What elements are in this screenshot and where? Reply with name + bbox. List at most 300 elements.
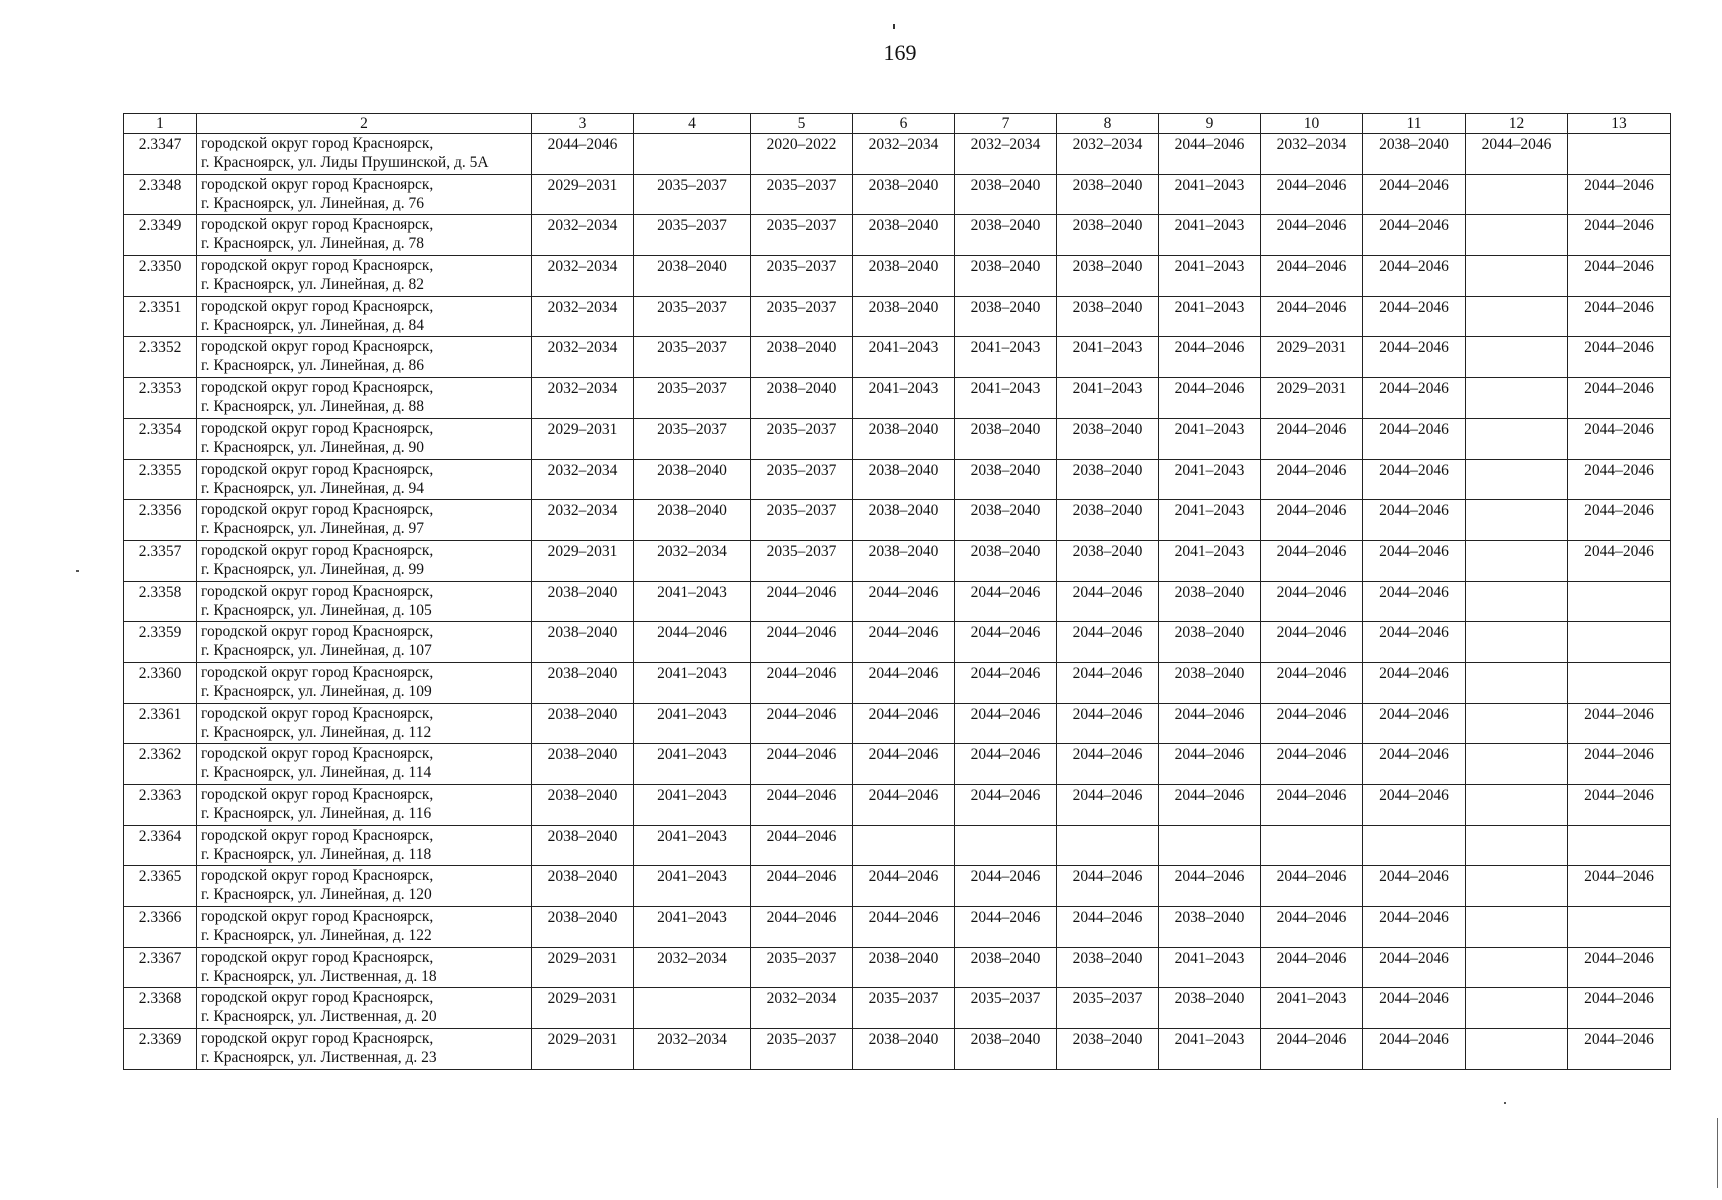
table-row xyxy=(124,540,1671,581)
row-number: 2.3364 xyxy=(124,825,197,866)
period-cell: 2044–2046 xyxy=(1363,296,1466,337)
period-cell: 2035–2037 xyxy=(1057,988,1159,1029)
period-cell: 2035–2037 xyxy=(751,174,853,215)
table-row xyxy=(124,785,1671,826)
period-cell: 2038–2040 xyxy=(955,418,1057,459)
period-cell: 2041–2043 xyxy=(853,337,955,378)
period-cell xyxy=(1568,662,1671,703)
period-cell: 2038–2040 xyxy=(955,500,1057,541)
period-cell: 2041–2043 xyxy=(1159,947,1261,988)
period-cell: 2038–2040 xyxy=(853,1029,955,1070)
address-street: г. Красноярск, ул. Линейная, д. 114 xyxy=(201,764,432,782)
period-cell: 2029–2031 xyxy=(1261,337,1363,378)
address-street: г. Красноярск, ул. Лиственная, д. 18 xyxy=(201,967,437,985)
period-cell: 2044–2046 xyxy=(1159,378,1261,419)
row-number: 2.3366 xyxy=(124,907,197,948)
repair-schedule-table xyxy=(123,113,1671,1070)
period-cell: 2029–2031 xyxy=(532,174,634,215)
row-number: 2.3362 xyxy=(124,744,197,785)
table-row xyxy=(124,907,1671,948)
row-number: 2.3358 xyxy=(124,581,197,622)
address-municipality: городской округ город Красноярск, xyxy=(201,867,434,885)
period-cell: 2044–2046 xyxy=(1057,662,1159,703)
period-cell: 2044–2046 xyxy=(751,907,853,948)
address-cell xyxy=(197,907,532,948)
period-cell: 2038–2040 xyxy=(955,296,1057,337)
period-cell: 2044–2046 xyxy=(1568,418,1671,459)
address-municipality: городской округ город Красноярск, xyxy=(201,216,434,234)
period-cell: 2038–2040 xyxy=(1057,296,1159,337)
period-cell: 2032–2034 xyxy=(634,947,751,988)
period-cell xyxy=(634,988,751,1029)
period-cell: 2041–2043 xyxy=(634,907,751,948)
period-cell: 2044–2046 xyxy=(1261,703,1363,744)
period-cell: 2041–2043 xyxy=(634,785,751,826)
period-cell: 2044–2046 xyxy=(1261,1029,1363,1070)
period-cell xyxy=(1057,825,1159,866)
period-cell: 2041–2043 xyxy=(1159,418,1261,459)
table-row xyxy=(124,256,1671,297)
table-row xyxy=(124,988,1671,1029)
period-cell: 2038–2040 xyxy=(955,947,1057,988)
period-cell xyxy=(1466,622,1568,663)
period-cell: 2038–2040 xyxy=(634,459,751,500)
address-cell xyxy=(197,744,532,785)
address-municipality: городской округ город Красноярск, xyxy=(201,582,434,600)
row-number: 2.3351 xyxy=(124,296,197,337)
column-header: 6 xyxy=(853,114,955,134)
period-cell: 2041–2043 xyxy=(1159,256,1261,297)
period-cell: 2044–2046 xyxy=(1363,459,1466,500)
address-municipality: городской округ город Красноярск, xyxy=(201,948,434,966)
address-municipality: городской округ город Красноярск, xyxy=(201,135,434,152)
period-cell: 2044–2046 xyxy=(1057,866,1159,907)
period-cell: 2044–2046 xyxy=(853,662,955,703)
period-cell: 2020–2022 xyxy=(751,134,853,175)
period-cell xyxy=(1261,825,1363,866)
period-cell xyxy=(955,825,1057,866)
period-cell: 2041–2043 xyxy=(1159,174,1261,215)
period-cell: 2044–2046 xyxy=(1261,662,1363,703)
address-municipality: городской округ город Красноярск, xyxy=(201,786,434,803)
period-cell: 2032–2034 xyxy=(532,337,634,378)
period-cell: 2044–2046 xyxy=(1363,662,1466,703)
row-number: 2.3367 xyxy=(124,947,197,988)
period-cell: 2044–2046 xyxy=(634,622,751,663)
period-cell xyxy=(1466,785,1568,826)
period-cell xyxy=(1466,988,1568,1029)
address-municipality: городской округ город Красноярск, xyxy=(201,623,434,641)
period-cell: 2044–2046 xyxy=(1159,337,1261,378)
period-cell: 2044–2046 xyxy=(1057,581,1159,622)
period-cell: 2041–2043 xyxy=(634,703,751,744)
column-header: 13 xyxy=(1568,114,1671,134)
address-street: г. Красноярск, ул. Лиды Прушинской, д. 5А xyxy=(201,154,489,171)
period-cell: 2035–2037 xyxy=(751,418,853,459)
period-cell: 2038–2040 xyxy=(532,703,634,744)
period-cell: 2038–2040 xyxy=(532,662,634,703)
period-cell: 2038–2040 xyxy=(1057,215,1159,256)
period-cell: 2044–2046 xyxy=(1261,540,1363,581)
address-municipality: городской округ город Красноярск, xyxy=(201,460,434,478)
period-cell: 2032–2034 xyxy=(532,296,634,337)
period-cell xyxy=(1568,907,1671,948)
period-cell: 2044–2046 xyxy=(751,744,853,785)
period-cell: 2038–2040 xyxy=(1057,500,1159,541)
period-cell: 2044–2046 xyxy=(955,866,1057,907)
row-number: 2.3347 xyxy=(124,134,197,175)
table-row xyxy=(124,378,1671,419)
address-municipality: городской округ город Красноярск, xyxy=(201,175,434,193)
period-cell: 2038–2040 xyxy=(853,174,955,215)
table-row xyxy=(124,215,1671,256)
period-cell: 2044–2046 xyxy=(853,581,955,622)
column-header: 2 xyxy=(197,114,532,134)
period-cell: 2032–2034 xyxy=(634,540,751,581)
period-cell: 2041–2043 xyxy=(634,662,751,703)
row-number: 2.3359 xyxy=(124,622,197,663)
period-cell: 2035–2037 xyxy=(751,540,853,581)
period-cell: 2038–2040 xyxy=(1057,1029,1159,1070)
address-street: г. Красноярск, ул. Линейная, д. 86 xyxy=(201,357,425,375)
period-cell: 2044–2046 xyxy=(1568,459,1671,500)
column-header: 3 xyxy=(532,114,634,134)
table-row xyxy=(124,947,1671,988)
period-cell: 2044–2046 xyxy=(1057,744,1159,785)
period-cell: 2035–2037 xyxy=(634,296,751,337)
period-cell: 2044–2046 xyxy=(1159,703,1261,744)
period-cell: 2029–2031 xyxy=(532,1029,634,1070)
period-cell: 2041–2043 xyxy=(1159,215,1261,256)
period-cell: 2041–2043 xyxy=(1159,500,1261,541)
period-cell: 2044–2046 xyxy=(1568,1029,1671,1070)
period-cell: 2038–2040 xyxy=(1159,662,1261,703)
period-cell: 2044–2046 xyxy=(1568,215,1671,256)
address-cell xyxy=(197,134,532,175)
period-cell: 2038–2040 xyxy=(853,540,955,581)
period-cell: 2038–2040 xyxy=(853,256,955,297)
period-cell: 2044–2046 xyxy=(1363,500,1466,541)
period-cell: 2044–2046 xyxy=(1568,866,1671,907)
period-cell: 2041–2043 xyxy=(1057,337,1159,378)
period-cell: 2044–2046 xyxy=(1261,459,1363,500)
period-cell: 2038–2040 xyxy=(532,622,634,663)
period-cell xyxy=(1466,418,1568,459)
period-cell xyxy=(1466,174,1568,215)
address-street: г. Красноярск, ул. Линейная, д. 90 xyxy=(201,438,425,456)
period-cell: 2032–2034 xyxy=(532,256,634,297)
address-cell xyxy=(197,785,532,826)
period-cell xyxy=(1466,215,1568,256)
period-cell: 2035–2037 xyxy=(634,418,751,459)
period-cell: 2044–2046 xyxy=(1466,134,1568,175)
period-cell: 2044–2046 xyxy=(1363,256,1466,297)
period-cell: 2044–2046 xyxy=(1261,866,1363,907)
period-cell: 2044–2046 xyxy=(1363,785,1466,826)
address-cell xyxy=(197,337,532,378)
period-cell xyxy=(1159,825,1261,866)
period-cell xyxy=(1466,378,1568,419)
row-number: 2.3349 xyxy=(124,215,197,256)
address-municipality: городской округ город Красноярск, xyxy=(201,989,434,1007)
row-number: 2.3348 xyxy=(124,174,197,215)
table-row xyxy=(124,662,1671,703)
column-header: 8 xyxy=(1057,114,1159,134)
period-cell: 2044–2046 xyxy=(1363,215,1466,256)
period-cell xyxy=(1568,622,1671,663)
period-cell: 2044–2046 xyxy=(853,703,955,744)
row-number: 2.3363 xyxy=(124,785,197,826)
period-cell xyxy=(853,825,955,866)
period-cell: 2038–2040 xyxy=(751,378,853,419)
period-cell: 2032–2034 xyxy=(532,500,634,541)
period-cell xyxy=(1466,1029,1568,1070)
address-street: г. Красноярск, ул. Линейная, д. 76 xyxy=(201,194,425,212)
period-cell: 2044–2046 xyxy=(1159,744,1261,785)
address-municipality: городской округ город Красноярск, xyxy=(201,663,434,681)
address-cell xyxy=(197,215,532,256)
address-street: г. Красноярск, ул. Линейная, д. 78 xyxy=(201,235,425,253)
period-cell: 2032–2034 xyxy=(1261,134,1363,175)
row-number: 2.3356 xyxy=(124,500,197,541)
period-cell: 2038–2040 xyxy=(955,174,1057,215)
period-cell: 2044–2046 xyxy=(955,785,1057,826)
address-street: г. Красноярск, ул. Линейная, д. 109 xyxy=(201,682,432,700)
period-cell: 2041–2043 xyxy=(1057,378,1159,419)
period-cell: 2044–2046 xyxy=(1057,622,1159,663)
period-cell: 2044–2046 xyxy=(1261,418,1363,459)
period-cell: 2035–2037 xyxy=(751,215,853,256)
period-cell: 2044–2046 xyxy=(1159,134,1261,175)
period-cell: 2038–2040 xyxy=(532,907,634,948)
period-cell xyxy=(1466,947,1568,988)
address-municipality: городской округ город Красноярск, xyxy=(201,745,434,763)
table-row xyxy=(124,500,1671,541)
address-cell xyxy=(197,825,532,866)
period-cell: 2041–2043 xyxy=(1159,540,1261,581)
period-cell xyxy=(1466,744,1568,785)
address-municipality: городской округ город Красноярск, xyxy=(201,379,434,397)
period-cell: 2038–2040 xyxy=(1159,622,1261,663)
column-header: 10 xyxy=(1261,114,1363,134)
address-street: г. Красноярск, ул. Линейная, д. 82 xyxy=(201,276,425,294)
period-cell: 2035–2037 xyxy=(751,459,853,500)
period-cell: 2032–2034 xyxy=(751,988,853,1029)
period-cell: 2038–2040 xyxy=(853,296,955,337)
address-municipality: городской округ город Красноярск, xyxy=(201,704,434,722)
period-cell: 2044–2046 xyxy=(1568,703,1671,744)
table-row xyxy=(124,459,1671,500)
address-cell xyxy=(197,662,532,703)
period-cell: 2044–2046 xyxy=(1363,988,1466,1029)
period-cell: 2041–2043 xyxy=(1159,459,1261,500)
period-cell: 2044–2046 xyxy=(1363,1029,1466,1070)
period-cell: 2038–2040 xyxy=(955,215,1057,256)
address-street: г. Красноярск, ул. Линейная, д. 120 xyxy=(201,886,432,904)
period-cell: 2044–2046 xyxy=(1568,500,1671,541)
address-cell xyxy=(197,581,532,622)
period-cell: 2044–2046 xyxy=(751,866,853,907)
period-cell: 2044–2046 xyxy=(1159,785,1261,826)
period-cell: 2038–2040 xyxy=(532,825,634,866)
column-header: 7 xyxy=(955,114,1057,134)
period-cell: 2041–2043 xyxy=(634,744,751,785)
period-cell: 2041–2043 xyxy=(634,866,751,907)
address-street: г. Красноярск, ул. Линейная, д. 88 xyxy=(201,398,425,416)
table-row xyxy=(124,703,1671,744)
period-cell: 2038–2040 xyxy=(1159,907,1261,948)
period-cell: 2038–2040 xyxy=(1057,256,1159,297)
address-cell xyxy=(197,459,532,500)
period-cell: 2035–2037 xyxy=(955,988,1057,1029)
period-cell: 2038–2040 xyxy=(955,256,1057,297)
address-municipality: городской округ город Красноярск, xyxy=(201,826,434,844)
address-cell xyxy=(197,418,532,459)
period-cell xyxy=(1466,540,1568,581)
column-header: 9 xyxy=(1159,114,1261,134)
table-row xyxy=(124,1029,1671,1070)
period-cell: 2044–2046 xyxy=(1568,256,1671,297)
column-header: 5 xyxy=(751,114,853,134)
table-row xyxy=(124,418,1671,459)
address-cell xyxy=(197,540,532,581)
period-cell: 2044–2046 xyxy=(853,785,955,826)
period-cell: 2038–2040 xyxy=(532,866,634,907)
row-number: 2.3365 xyxy=(124,866,197,907)
period-cell: 2038–2040 xyxy=(532,581,634,622)
period-cell xyxy=(1466,907,1568,948)
period-cell: 2044–2046 xyxy=(751,785,853,826)
row-number: 2.3369 xyxy=(124,1029,197,1070)
period-cell: 2038–2040 xyxy=(853,947,955,988)
address-municipality: городской округ город Красноярск, xyxy=(201,501,434,519)
table-row xyxy=(124,622,1671,663)
period-cell: 2029–2031 xyxy=(1261,378,1363,419)
period-cell: 2038–2040 xyxy=(532,785,634,826)
table-row xyxy=(124,296,1671,337)
period-cell: 2044–2046 xyxy=(1363,866,1466,907)
period-cell: 2038–2040 xyxy=(751,337,853,378)
period-cell: 2038–2040 xyxy=(1159,988,1261,1029)
address-street: г. Красноярск, ул. Линейная, д. 112 xyxy=(201,723,432,741)
period-cell: 2044–2046 xyxy=(1363,418,1466,459)
period-cell xyxy=(1466,500,1568,541)
period-cell: 2044–2046 xyxy=(1363,337,1466,378)
period-cell: 2044–2046 xyxy=(1363,744,1466,785)
table-row xyxy=(124,337,1671,378)
period-cell: 2035–2037 xyxy=(751,500,853,541)
table-row xyxy=(124,866,1671,907)
address-street: г. Красноярск, ул. Линейная, д. 107 xyxy=(201,642,432,660)
table-body xyxy=(124,134,1671,1070)
period-cell: 2035–2037 xyxy=(634,215,751,256)
period-cell: 2038–2040 xyxy=(853,418,955,459)
period-cell xyxy=(1568,134,1671,175)
table-row xyxy=(124,581,1671,622)
period-cell: 2044–2046 xyxy=(955,662,1057,703)
address-street: г. Красноярск, ул. Лиственная, д. 23 xyxy=(201,1049,437,1067)
period-cell: 2044–2046 xyxy=(853,622,955,663)
address-cell xyxy=(197,947,532,988)
period-cell: 2044–2046 xyxy=(1363,703,1466,744)
address-municipality: городской округ город Красноярск, xyxy=(201,297,434,315)
period-cell: 2035–2037 xyxy=(634,337,751,378)
period-cell: 2038–2040 xyxy=(1057,540,1159,581)
period-cell: 2038–2040 xyxy=(634,256,751,297)
address-cell xyxy=(197,174,532,215)
period-cell: 2044–2046 xyxy=(751,703,853,744)
period-cell: 2044–2046 xyxy=(955,581,1057,622)
period-cell: 2038–2040 xyxy=(955,459,1057,500)
period-cell xyxy=(1363,825,1466,866)
scan-edge-line xyxy=(1717,1118,1718,1188)
period-cell: 2041–2043 xyxy=(1261,988,1363,1029)
period-cell: 2044–2046 xyxy=(751,662,853,703)
period-cell: 2035–2037 xyxy=(853,988,955,1029)
period-cell: 2038–2040 xyxy=(1057,174,1159,215)
address-municipality: городской округ город Красноярск, xyxy=(201,257,434,275)
period-cell: 2044–2046 xyxy=(532,134,634,175)
period-cell: 2044–2046 xyxy=(955,622,1057,663)
address-cell xyxy=(197,378,532,419)
address-street: г. Красноярск, ул. Линейная, д. 97 xyxy=(201,520,425,538)
period-cell: 2044–2046 xyxy=(1261,907,1363,948)
table-row xyxy=(124,825,1671,866)
period-cell: 2029–2031 xyxy=(532,947,634,988)
page-number: 169 xyxy=(883,40,917,65)
period-cell: 2041–2043 xyxy=(955,378,1057,419)
address-street: г. Красноярск, ул. Линейная, д. 116 xyxy=(201,805,432,822)
period-cell xyxy=(1466,337,1568,378)
period-cell: 2044–2046 xyxy=(1261,785,1363,826)
address-cell xyxy=(197,500,532,541)
row-number: 2.3350 xyxy=(124,256,197,297)
period-cell xyxy=(1466,296,1568,337)
period-cell xyxy=(1466,581,1568,622)
period-cell: 2032–2034 xyxy=(1057,134,1159,175)
period-cell: 2044–2046 xyxy=(853,866,955,907)
period-cell xyxy=(1568,581,1671,622)
period-cell: 2044–2046 xyxy=(853,744,955,785)
address-street: г. Красноярск, ул. Линейная, д. 118 xyxy=(201,845,432,863)
row-number: 2.3353 xyxy=(124,378,197,419)
period-cell xyxy=(1466,866,1568,907)
period-cell: 2044–2046 xyxy=(1261,500,1363,541)
period-cell: 2038–2040 xyxy=(634,500,751,541)
period-cell: 2032–2034 xyxy=(532,215,634,256)
period-cell: 2029–2031 xyxy=(532,418,634,459)
period-cell: 2044–2046 xyxy=(1261,174,1363,215)
period-cell: 2044–2046 xyxy=(1057,785,1159,826)
period-cell xyxy=(1568,825,1671,866)
column-header: 1 xyxy=(124,114,197,134)
column-header: 4 xyxy=(634,114,751,134)
period-cell: 2044–2046 xyxy=(1568,744,1671,785)
address-cell xyxy=(197,256,532,297)
row-number: 2.3354 xyxy=(124,418,197,459)
period-cell: 2035–2037 xyxy=(634,174,751,215)
address-cell xyxy=(197,1029,532,1070)
period-cell: 2041–2043 xyxy=(634,581,751,622)
period-cell xyxy=(1466,256,1568,297)
period-cell: 2044–2046 xyxy=(1261,256,1363,297)
period-cell: 2035–2037 xyxy=(751,1029,853,1070)
address-municipality: городской округ город Красноярск, xyxy=(201,908,434,926)
period-cell: 2038–2040 xyxy=(1159,581,1261,622)
row-number: 2.3368 xyxy=(124,988,197,1029)
period-cell: 2029–2031 xyxy=(532,988,634,1029)
row-number: 2.3360 xyxy=(124,662,197,703)
